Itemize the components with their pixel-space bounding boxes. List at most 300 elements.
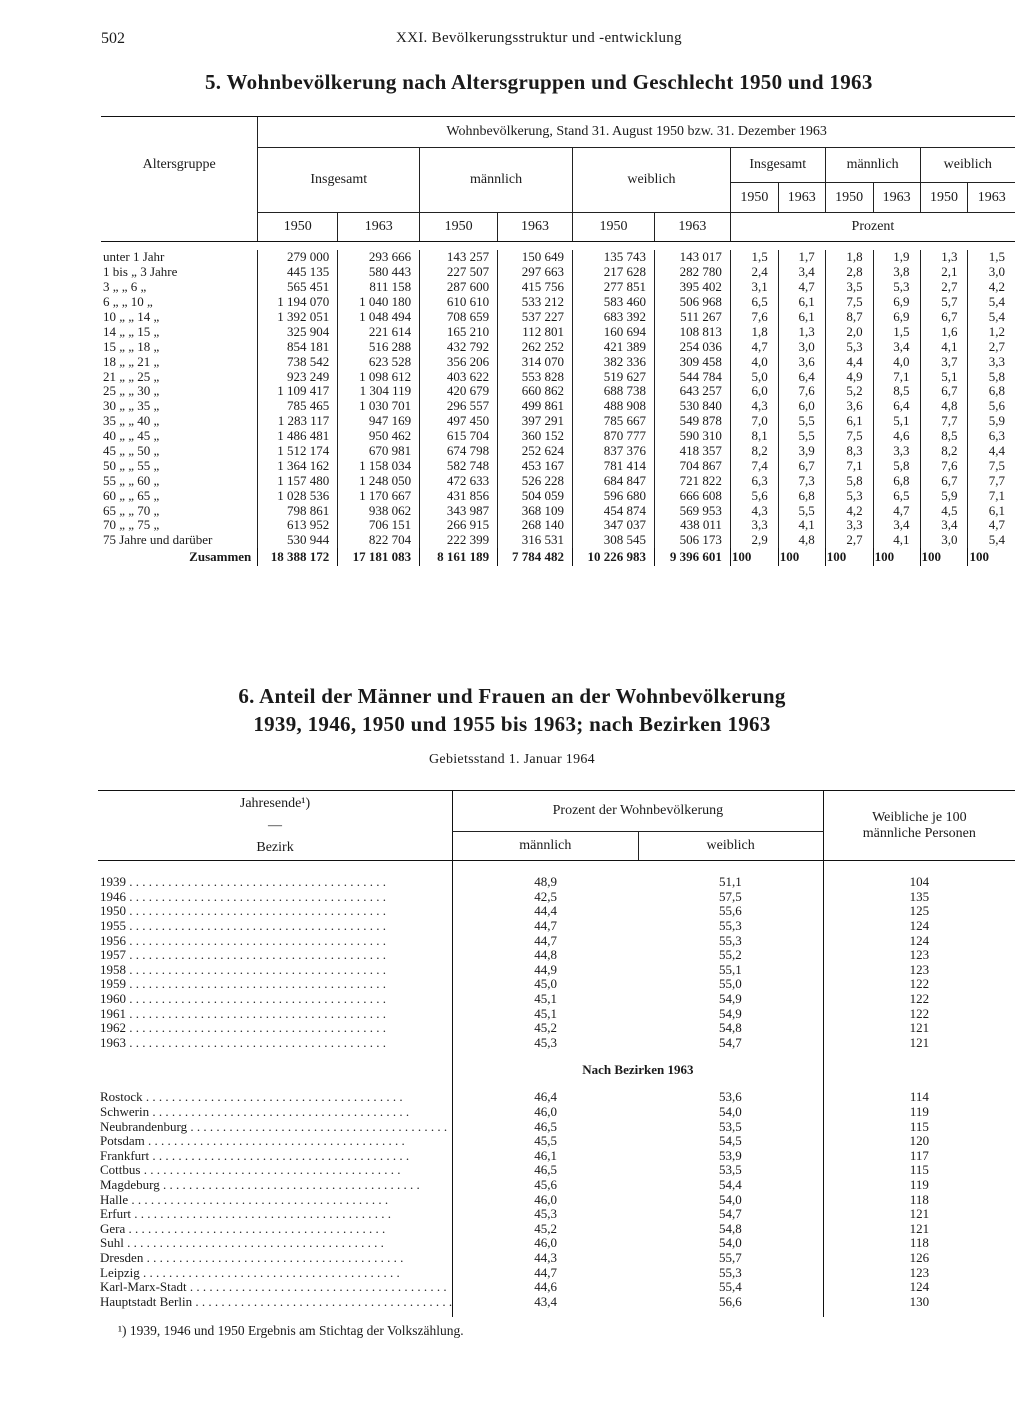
population-value: 666 608: [654, 488, 730, 503]
pct-female: 53,5: [719, 1162, 742, 1178]
pct-male: 44,4: [453, 904, 639, 919]
percent-value: 1,6: [920, 324, 968, 339]
population-value: 781 414: [573, 458, 655, 473]
percent-value: 1,2: [968, 324, 1015, 339]
population-value: 582 748: [420, 458, 498, 473]
leader-dots: . . . . . . . . . . . . . . . . . . . . . . . . . . . . . . . . . . . . . . . .: [126, 904, 386, 919]
year-row: [98, 948, 1015, 963]
year-row: [98, 1021, 1015, 1036]
table5-row: [101, 369, 1015, 384]
percent-value: 1,8: [825, 250, 873, 265]
population-value: 382 336: [573, 354, 655, 369]
females-per-100-males: 122: [823, 977, 1015, 992]
pct-female: 55,7: [719, 1249, 742, 1265]
population-value: 254 036: [654, 339, 730, 354]
leader-dots: . . . . . . . . . . . . . . . . . . . . . . . . . . . . . . . . . . . . . . . .: [126, 1020, 386, 1036]
table5-row: [101, 339, 1015, 354]
pct-male: 45,1: [453, 992, 639, 1007]
row-label: [98, 1251, 453, 1266]
percent-value: 4,8: [778, 533, 825, 548]
percent-value: 5,5: [778, 414, 825, 429]
percent-value: 3,6: [778, 354, 825, 369]
age-group: 40 „ „ 45 „: [103, 428, 160, 444]
percent-value: 5,6: [730, 488, 778, 503]
percent-value: 5,8: [825, 473, 873, 488]
leader-dots: . . . . . . . . . . . . . . . . . . . . . . . . . . . . . . . . . . . . . . . .: [128, 1192, 389, 1207]
age-group: 60 „ „ 65 „: [103, 487, 160, 503]
pct-male: 43,4: [453, 1294, 639, 1309]
row-label: [98, 1149, 453, 1164]
table5-row: [101, 324, 1015, 339]
row-label-text: Cottbus: [100, 1163, 141, 1178]
population-value: 112 801: [498, 324, 573, 339]
district-row: [98, 1280, 1015, 1295]
percent-value: 5,1: [873, 414, 920, 429]
population-value: 309 458: [654, 354, 730, 369]
leader-dots: . . . . . . . . . . . . . . . . . . . . . . . . . . . . . . . . . . . . . . . .: [126, 933, 386, 948]
percent-value: 5,3: [825, 488, 873, 503]
row-label: [98, 1090, 453, 1105]
population-value: 785 667: [573, 414, 655, 429]
percent-value: 1,3: [920, 250, 968, 265]
percent-value: 6,9: [873, 310, 920, 325]
leader-dots: . . . . . . . . . . . . . . . . . . . . . . . . . . . . . . . . . . . . . . . .: [126, 1006, 386, 1021]
population-value: 293 666: [338, 250, 420, 265]
percent-value: 5,3: [825, 339, 873, 354]
population-value: 445 135: [258, 265, 338, 280]
percent-value: 1,5: [730, 250, 778, 265]
percent-value: 6,1: [825, 414, 873, 429]
year-row: [98, 933, 1015, 948]
group-weiblich: weiblich: [573, 148, 731, 213]
population-value: 674 798: [420, 444, 498, 459]
leader-dots: . . . . . . . . . . . . . . . . . . . . . . . . . . . . . . . . . . . . . . . .: [126, 889, 386, 904]
pct-female: 55,3: [719, 932, 742, 948]
table5-row: [101, 310, 1015, 325]
pct-male: 46,5: [453, 1163, 639, 1178]
year-row: [98, 904, 1015, 919]
row-label-text: Rostock: [100, 1090, 143, 1105]
total-pct: 100: [968, 548, 1015, 566]
population-value: 418 357: [654, 444, 730, 459]
population-value: 950 462: [338, 429, 420, 444]
pct-female: 56,6: [719, 1293, 742, 1309]
row-label-text: Magdeburg: [100, 1177, 160, 1192]
table5-row: [101, 473, 1015, 488]
pct-group-insgesamt: Insgesamt: [730, 148, 825, 183]
population-value: 683 392: [573, 310, 655, 325]
percent-value: 6,3: [968, 429, 1015, 444]
group-insgesamt: Insgesamt: [258, 148, 420, 213]
population-value: 150 649: [498, 250, 573, 265]
percent-value: 4,4: [968, 444, 1015, 459]
percent-value: 4,8: [920, 399, 968, 414]
pct-female: 54,4: [719, 1176, 742, 1192]
stub-header: [98, 791, 453, 861]
page-number: 502: [101, 30, 125, 47]
population-value: 135 743: [573, 250, 655, 265]
stub-header-year: Jahresende¹): [239, 795, 311, 811]
year-row: [98, 875, 1015, 890]
pct-female: 53,5: [719, 1118, 742, 1134]
percent-value: 7,7: [968, 473, 1015, 488]
percent-value: 5,5: [778, 429, 825, 444]
row-label: [98, 1006, 453, 1021]
percent-value: 7,6: [778, 384, 825, 399]
population-value: 1 098 612: [338, 369, 420, 384]
population-value: 822 704: [338, 533, 420, 548]
pct-male: 48,9: [453, 875, 639, 890]
population-value: 217 628: [573, 265, 655, 280]
pct-male: 44,6: [453, 1280, 639, 1295]
age-group: 70 „ „ 75 „: [103, 517, 160, 533]
population-value: 923 249: [258, 369, 338, 384]
percent-value: 3,6: [825, 399, 873, 414]
age-group: 3 „ „ 6 „: [103, 279, 147, 295]
population-value: 596 680: [573, 488, 655, 503]
percent-value: 5,7: [920, 295, 968, 310]
leader-dots: . . . . . . . . . . . . . . . . . . . . . . . . . . . . . . . . . . . . . . . .: [126, 991, 386, 1007]
pct-male: 45,3: [453, 1207, 639, 1222]
age-group: 35 „ „ 40 „: [103, 413, 160, 429]
percent-value: 2,7: [920, 280, 968, 295]
section-row: [98, 1050, 1015, 1090]
year-row: [98, 977, 1015, 992]
population-value: 108 813: [654, 324, 730, 339]
females-per-100-males: 124: [823, 933, 1015, 948]
leader-dots: . . . . . . . . . . . . . . . . . . . . . . . . . . . . . . . . . . . . . . . .: [125, 1221, 386, 1236]
row-label-text: 1959: [100, 977, 126, 992]
percent-value: 4,3: [730, 399, 778, 414]
percent-value: 2,9: [730, 533, 778, 548]
population-value: 610 610: [420, 295, 498, 310]
pct-female: 55,3: [719, 918, 742, 934]
population-value: 706 151: [338, 518, 420, 533]
percent-value: 3,4: [873, 518, 920, 533]
row-header-altersgruppe: Altersgruppe: [101, 117, 258, 213]
females-per-100-males: 121: [823, 1021, 1015, 1036]
age-group: 25 „ „ 30 „: [103, 383, 160, 399]
population-value: 519 627: [573, 369, 655, 384]
females-per-100-males: 118: [823, 1236, 1015, 1251]
population-value: 798 861: [258, 503, 338, 518]
leader-dots: . . . . . . . . . . . . . . . . . . . . . . . . . . . . . . . . . . . . . . . .: [192, 1294, 453, 1309]
row-label: [98, 875, 453, 890]
percent-value: 1,9: [873, 250, 920, 265]
percent-value: 7,6: [730, 310, 778, 325]
percent-value: 8,3: [825, 444, 873, 459]
row-label-text: Suhl: [100, 1236, 124, 1251]
percent-value: 5,1: [920, 369, 968, 384]
pct-female: 53,9: [719, 1147, 742, 1163]
population-value: 143 017: [654, 250, 730, 265]
percent-value: 4,9: [825, 369, 873, 384]
age-group: 45 „ „ 50 „: [103, 443, 160, 459]
table5-row: [101, 503, 1015, 518]
leader-dots: . . . . . . . . . . . . . . . . . . . . . . . . . . . . . . . . . . . . . . . .: [131, 1206, 392, 1222]
percent-value: 5,5: [778, 503, 825, 518]
percent-value: 5,9: [920, 488, 968, 503]
year-row: [98, 1036, 1015, 1051]
percent-value: 3,4: [920, 518, 968, 533]
table5-row: [101, 414, 1015, 429]
females-per-100-males: 118: [823, 1192, 1015, 1207]
table5-title: 5. Wohnbevölkerung nach Altersgruppen und Geschlecht 1950 und 1963: [205, 70, 873, 94]
table5-row: [101, 295, 1015, 310]
percent-value: 2,1: [920, 265, 968, 280]
leader-dots: . . . . . . . . . . . . . . . . . . . . . . . . . . . . . . . . . . . . . . . .: [142, 1090, 403, 1105]
percent-value: 5,4: [968, 295, 1015, 310]
table5-row: [101, 458, 1015, 473]
pct-male: 45,3: [453, 1036, 639, 1051]
row-label-text: 1950: [100, 904, 126, 919]
population-value: 544 784: [654, 369, 730, 384]
population-value: 165 210: [420, 324, 498, 339]
population-value: 227 507: [420, 265, 498, 280]
percent-value: 3,0: [968, 265, 1015, 280]
year-row: [98, 963, 1015, 978]
population-value: 721 822: [654, 473, 730, 488]
percent-value: 5,3: [873, 280, 920, 295]
row-label-text: 1957: [100, 947, 126, 963]
population-value: 420 679: [420, 384, 498, 399]
leader-dots: . . . . . . . . . . . . . . . . . . . . . . . . . . . . . . . . . . . . . . . .: [126, 977, 386, 992]
pct-year: 1963: [778, 183, 825, 213]
table6: [98, 790, 1015, 1317]
percent-value: 8,1: [730, 429, 778, 444]
total-value: 9 396 601: [654, 548, 730, 566]
population-value: 1 040 180: [338, 295, 420, 310]
row-label: [98, 1192, 453, 1207]
population-value: 325 904: [258, 324, 338, 339]
pct-year: 1963: [968, 183, 1015, 213]
females-per-100-males: 121: [823, 1221, 1015, 1236]
row-label: [98, 948, 453, 963]
pct-female: 55,2: [719, 947, 742, 963]
pct-male: 44,9: [453, 963, 639, 978]
population-value: 1 364 162: [258, 458, 338, 473]
population-value: 688 738: [573, 384, 655, 399]
population-value: 1 170 667: [338, 488, 420, 503]
population-value: 516 288: [338, 339, 420, 354]
row-label: [98, 919, 453, 934]
age-group: 75 Jahre und darüber: [103, 532, 213, 548]
col-weiblich: weiblich: [638, 832, 823, 861]
pct-female: 55,3: [719, 1264, 742, 1280]
col-group-header: Wohnbevölkerung, Stand 31. August 1950 bzw. 31. Dezember 1963: [258, 117, 1015, 148]
row-label: [98, 992, 453, 1007]
percent-value: 4,1: [778, 518, 825, 533]
abs-year: 1950: [258, 213, 338, 242]
population-value: 499 861: [498, 399, 573, 414]
pct-male: 46,0: [453, 1192, 639, 1207]
row-label-text: Hauptstadt Berlin: [100, 1294, 193, 1309]
population-value: 266 915: [420, 518, 498, 533]
ratio-header-line1: Weibliche je 100: [872, 809, 967, 825]
pct-male: 44,7: [453, 919, 639, 934]
percent-value: 3,3: [825, 518, 873, 533]
percent-value: 8,7: [825, 310, 873, 325]
pct-male: 45,1: [453, 1006, 639, 1021]
population-value: 613 952: [258, 518, 338, 533]
district-row: [98, 1105, 1015, 1120]
females-per-100-males: 115: [823, 1119, 1015, 1134]
females-per-100-males: 119: [823, 1105, 1015, 1120]
year-row: [98, 992, 1015, 1007]
section-label: Nach Bezirken 1963: [453, 1050, 824, 1090]
pct-female: 55,0: [719, 976, 742, 992]
table5-row: [101, 488, 1015, 503]
population-value: 296 557: [420, 399, 498, 414]
district-row: [98, 1192, 1015, 1207]
leader-dots: . . . . . . . . . . . . . . . . . . . . . . . . . . . . . . . . . . . . . . . .: [149, 1148, 410, 1163]
abs-year: 1950: [420, 213, 498, 242]
group-maennlich: männlich: [420, 148, 573, 213]
pct-male: 45,5: [453, 1134, 639, 1149]
spacer-row: [98, 1309, 1015, 1317]
row-label: [98, 1134, 453, 1149]
row-label: [98, 904, 453, 919]
population-value: 1 248 050: [338, 473, 420, 488]
population-value: 308 545: [573, 533, 655, 548]
row-label: [98, 1280, 453, 1295]
population-value: 421 389: [573, 339, 655, 354]
row-label-text: 1960: [100, 991, 126, 1007]
pct-female: 54,8: [719, 1220, 742, 1236]
percent-value: 3,3: [873, 444, 920, 459]
pct-male: 42,5: [453, 890, 639, 905]
percent-value: 1,5: [968, 250, 1015, 265]
percent-value: 7,1: [968, 488, 1015, 503]
females-per-100-males: 115: [823, 1163, 1015, 1178]
percent-value: 6,5: [873, 488, 920, 503]
percent-value: 7,0: [730, 414, 778, 429]
females-per-100-males: 122: [823, 992, 1015, 1007]
pct-female: 54,7: [719, 1034, 742, 1050]
population-value: 708 659: [420, 310, 498, 325]
population-value: 583 460: [573, 295, 655, 310]
row-label: [98, 1021, 453, 1036]
percent-value: 6,9: [873, 295, 920, 310]
population-value: 221 614: [338, 324, 420, 339]
ratio-header-line2: männliche Personen: [862, 825, 976, 841]
percent-value: 3,0: [920, 533, 968, 548]
population-value: 511 267: [654, 310, 730, 325]
females-per-100-males: 126: [823, 1251, 1015, 1266]
percent-value: 6,8: [873, 473, 920, 488]
total-value: 7 784 482: [498, 548, 573, 566]
leader-dots: . . . . . . . . . . . . . . . . . . . . . . . . . . . . . . . . . . . . . . . .: [126, 947, 386, 963]
pct-female: 54,0: [719, 1235, 742, 1251]
percent-value: 5,4: [968, 310, 1015, 325]
district-row: [98, 1294, 1015, 1309]
population-value: 438 011: [654, 518, 730, 533]
abs-year: 1963: [498, 213, 573, 242]
row-label-text: Dresden: [100, 1250, 144, 1265]
population-value: 252 624: [498, 444, 573, 459]
population-value: 316 531: [498, 533, 573, 548]
pct-female: 55,6: [719, 903, 742, 919]
pct-group-weiblich: weiblich: [920, 148, 1015, 183]
pct-year: 1950: [825, 183, 873, 213]
population-value: 530 840: [654, 399, 730, 414]
percent-value: 4,0: [730, 354, 778, 369]
leader-dots: . . . . . . . . . . . . . . . . . . . . . . . . . . . . . . . . . . . . . . . .: [186, 1279, 447, 1295]
percent-value: 3,3: [968, 354, 1015, 369]
population-value: 395 402: [654, 280, 730, 295]
percent-value: 7,5: [968, 458, 1015, 473]
table5-row: [101, 399, 1015, 414]
population-value: 343 987: [420, 503, 498, 518]
pct-label: Prozent: [730, 213, 1015, 242]
population-value: 415 756: [498, 280, 573, 295]
row-label-text: Neubrandenburg: [100, 1119, 188, 1134]
pct-female: 57,5: [719, 888, 742, 904]
pct-female: 55,4: [719, 1279, 742, 1295]
females-per-100-males: 123: [823, 948, 1015, 963]
year-row: [98, 919, 1015, 934]
district-row: [98, 1149, 1015, 1164]
percent-value: 2,7: [968, 339, 1015, 354]
total-pct: 100: [730, 548, 778, 566]
population-value: 287 600: [420, 280, 498, 295]
pct-male: 46,1: [453, 1149, 639, 1164]
district-row: [98, 1236, 1015, 1251]
females-per-100-males: 124: [823, 919, 1015, 934]
percent-value: 5,9: [968, 414, 1015, 429]
percent-value: 6,8: [968, 384, 1015, 399]
header-spacer: [101, 213, 258, 242]
percent-value: 1,3: [778, 324, 825, 339]
total-value: 18 388 172: [258, 548, 338, 566]
pct-male: 44,7: [453, 1265, 639, 1280]
population-value: 356 206: [420, 354, 498, 369]
row-label: [98, 890, 453, 905]
age-group: 30 „ „ 35 „: [103, 398, 160, 414]
population-value: 684 847: [573, 473, 655, 488]
population-value: 143 257: [420, 250, 498, 265]
pct-female: 54,9: [719, 991, 742, 1007]
table6-title-line2: 1939, 1946, 1950 und 1955 bis 1963; nach Bezirken 1963: [253, 712, 771, 736]
age-group: 65 „ „ 70 „: [103, 502, 160, 518]
table6-title-line1: 6. Anteil der Männer und Frauen an der Wohnbevölkerung: [238, 684, 786, 708]
percent-value: 2,0: [825, 324, 873, 339]
percent-value: 3,0: [778, 339, 825, 354]
percent-value: 6,1: [968, 503, 1015, 518]
population-value: 488 908: [573, 399, 655, 414]
total-value: 10 226 983: [573, 548, 655, 566]
population-value: 660 862: [498, 384, 573, 399]
population-value: 704 867: [654, 458, 730, 473]
females-per-100-males: 123: [823, 963, 1015, 978]
population-value: 277 851: [573, 280, 655, 295]
population-value: 506 968: [654, 295, 730, 310]
percent-value: 6,0: [778, 399, 825, 414]
pct-female: 54,0: [719, 1104, 742, 1120]
col-maennlich: männlich: [453, 832, 639, 861]
population-value: 279 000: [258, 250, 338, 265]
pct-year: 1950: [920, 183, 968, 213]
population-value: 537 227: [498, 310, 573, 325]
females-per-100-males: 119: [823, 1178, 1015, 1193]
row-label: [98, 1294, 453, 1309]
percent-value: 7,5: [825, 295, 873, 310]
table5-row: [101, 429, 1015, 444]
population-value: 738 542: [258, 354, 338, 369]
pct-group-maennlich: männlich: [825, 148, 920, 183]
row-label-text: 1961: [100, 1006, 126, 1021]
percent-value: 4,7: [968, 518, 1015, 533]
